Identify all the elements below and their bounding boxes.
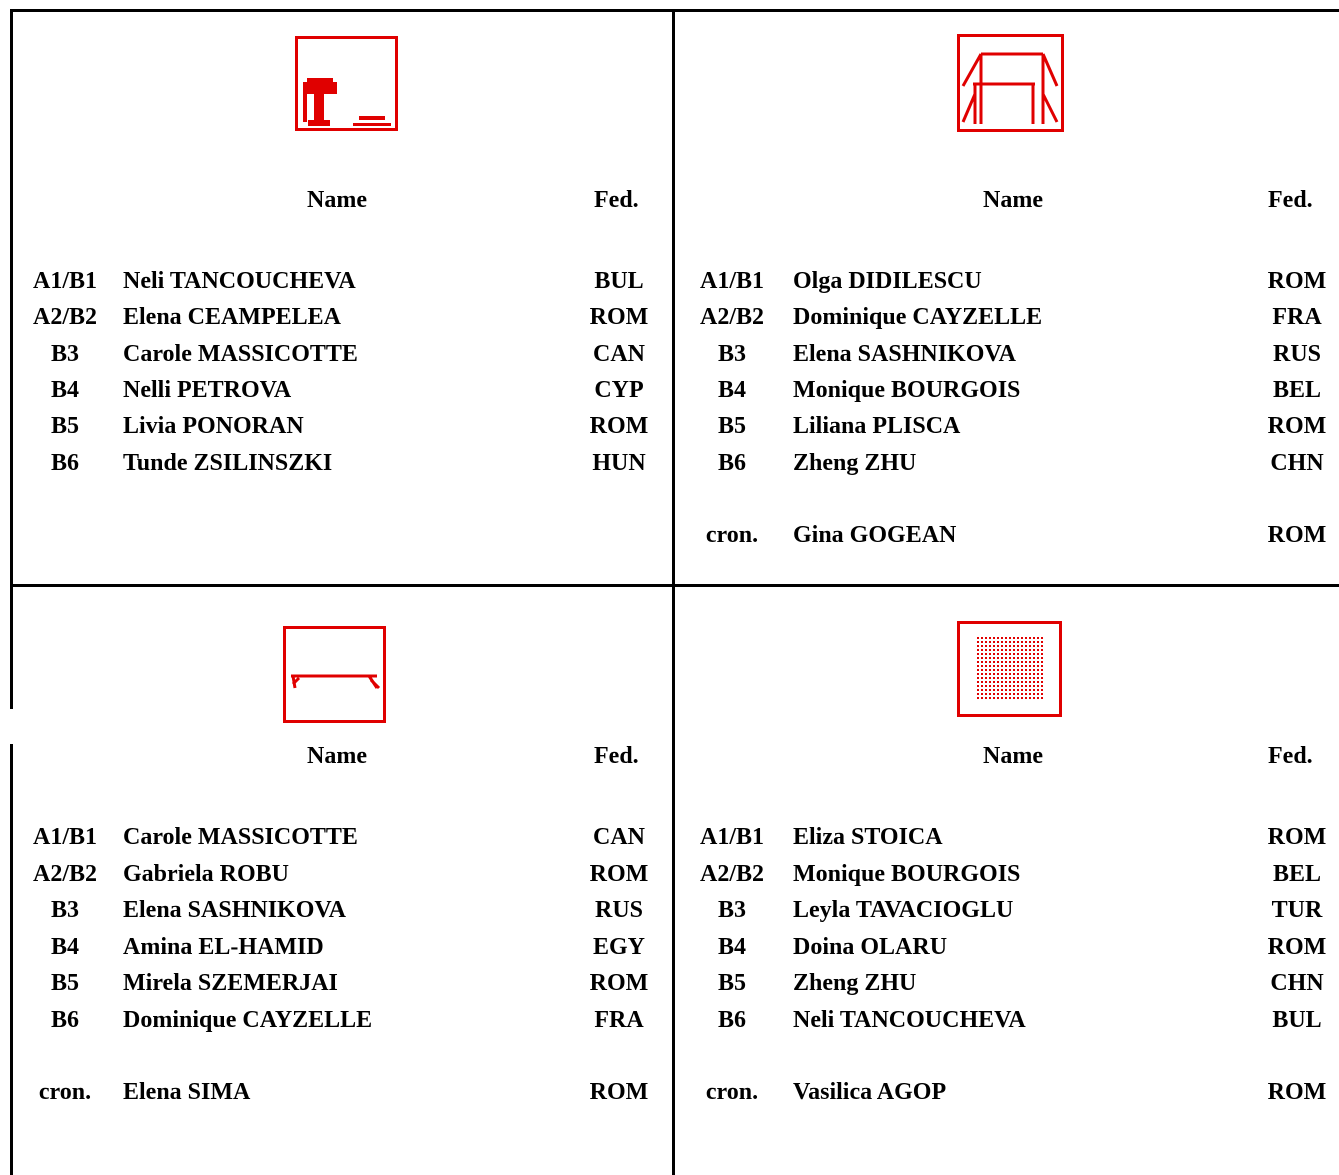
athlete-name: Tunde ZSILINSZKI <box>123 450 333 476</box>
position-label: B6 <box>717 450 746 476</box>
federation-code: ROM <box>589 304 649 330</box>
federation-code: ROM <box>589 861 649 887</box>
athlete-name: Elena SASHNIKOVA <box>793 341 1016 367</box>
position-label: B6 <box>50 1007 79 1033</box>
position-label: B5 <box>717 413 746 439</box>
federation-code: BUL <box>594 268 644 294</box>
cron-name: Gina GOGEAN <box>793 522 957 548</box>
federation-code: CHN <box>1270 450 1324 476</box>
header-fed: Fed. <box>1268 187 1313 213</box>
athlete-name: Nelli PETROVA <box>123 377 292 403</box>
federation-code: RUS <box>1272 341 1321 367</box>
federation-code: ROM <box>1267 934 1327 960</box>
athlete-name: Leyla TAVACIOGLU <box>793 897 1014 923</box>
position-label: A1/B1 <box>699 268 764 294</box>
cron-federation: ROM <box>589 1079 649 1105</box>
header-name: Name <box>983 743 1043 769</box>
middle-divider <box>10 584 1339 587</box>
federation-code: HUN <box>592 450 646 476</box>
athlete-name: Carole MASSICOTTE <box>123 341 358 367</box>
position-label: B3 <box>50 341 79 367</box>
position-label: A2/B2 <box>699 304 764 330</box>
athlete-name: Doina OLARU <box>793 934 948 960</box>
federation-code: FRA <box>594 1007 644 1033</box>
position-label: A2/B2 <box>32 304 97 330</box>
position-label: B6 <box>50 450 79 476</box>
federation-code: BUL <box>1272 1007 1322 1033</box>
federation-code: TUR <box>1271 897 1323 923</box>
federation-code: ROM <box>1267 268 1327 294</box>
header-name: Name <box>307 743 367 769</box>
athlete-name: Zheng ZHU <box>793 450 917 476</box>
athlete-name: Monique BOURGOIS <box>793 377 1021 403</box>
federation-code: ROM <box>589 413 649 439</box>
position-label: B4 <box>717 934 746 960</box>
federation-code: CHN <box>1270 970 1324 996</box>
federation-code: FRA <box>1272 304 1322 330</box>
federation-code: CAN <box>593 824 645 850</box>
athlete-name: Dominique CAYZELLE <box>123 1007 373 1033</box>
position-label: A1/B1 <box>699 824 764 850</box>
athlete-name: Mirela SZEMERJAI <box>123 970 338 996</box>
athlete-name: Livia PONORAN <box>123 413 304 439</box>
position-label: A2/B2 <box>699 861 764 887</box>
left-border <box>10 9 13 709</box>
federation-code: BEL <box>1272 377 1322 403</box>
federation-code: CAN <box>593 341 645 367</box>
federation-code: ROM <box>1267 824 1327 850</box>
federation-code: CYP <box>594 377 644 403</box>
header-fed: Fed. <box>594 743 639 769</box>
position-label: B3 <box>717 341 746 367</box>
balance-beam-icon <box>283 626 386 723</box>
cron-label: cron. <box>38 1079 92 1105</box>
federation-code: ROM <box>589 970 649 996</box>
center-divider <box>672 9 675 1175</box>
position-label: B6 <box>717 1007 746 1033</box>
position-label: A1/B1 <box>32 824 97 850</box>
athlete-name: Zheng ZHU <box>793 970 917 996</box>
header-fed: Fed. <box>1268 743 1313 769</box>
athlete-name: Liliana PLISCA <box>793 413 961 439</box>
athlete-name: Monique BOURGOIS <box>793 861 1021 887</box>
cron-federation: ROM <box>1267 522 1327 548</box>
federation-code: EGY <box>592 934 645 960</box>
position-label: B4 <box>50 934 79 960</box>
federation-code: RUS <box>594 897 643 923</box>
position-label: B5 <box>50 970 79 996</box>
athlete-name: Elena CEAMPELEA <box>123 304 342 330</box>
athlete-name: Dominique CAYZELLE <box>793 304 1043 330</box>
header-name: Name <box>983 187 1043 213</box>
floor-exercise-icon <box>957 621 1062 717</box>
cron-federation: ROM <box>1267 1079 1327 1105</box>
position-label: A2/B2 <box>32 861 97 887</box>
cron-label: cron. <box>705 522 759 548</box>
position-label: B4 <box>50 377 79 403</box>
cron-name: Vasilica AGOP <box>793 1079 947 1105</box>
athlete-name: Gabriela ROBU <box>123 861 289 887</box>
athlete-name: Olga DIDILESCU <box>793 268 982 294</box>
athlete-name: Eliza STOICA <box>793 824 943 850</box>
athlete-name: Neli TANCOUCHEVA <box>123 268 356 294</box>
header-fed: Fed. <box>594 187 639 213</box>
athlete-name: Elena SASHNIKOVA <box>123 897 346 923</box>
position-label: A1/B1 <box>32 268 97 294</box>
athlete-name: Carole MASSICOTTE <box>123 824 358 850</box>
position-label: B3 <box>50 897 79 923</box>
uneven-bars-icon <box>957 34 1064 132</box>
athlete-name: Amina EL-HAMID <box>123 934 324 960</box>
position-label: B3 <box>717 897 746 923</box>
left-border-lower <box>10 744 13 1175</box>
vault-icon <box>295 36 398 131</box>
header-name: Name <box>307 187 367 213</box>
position-label: B4 <box>717 377 746 403</box>
cron-name: Elena SIMA <box>123 1079 251 1105</box>
federation-code: ROM <box>1267 413 1327 439</box>
position-label: B5 <box>717 970 746 996</box>
cron-label: cron. <box>705 1079 759 1105</box>
athlete-name: Neli TANCOUCHEVA <box>793 1007 1026 1033</box>
federation-code: BEL <box>1272 861 1322 887</box>
position-label: B5 <box>50 413 79 439</box>
